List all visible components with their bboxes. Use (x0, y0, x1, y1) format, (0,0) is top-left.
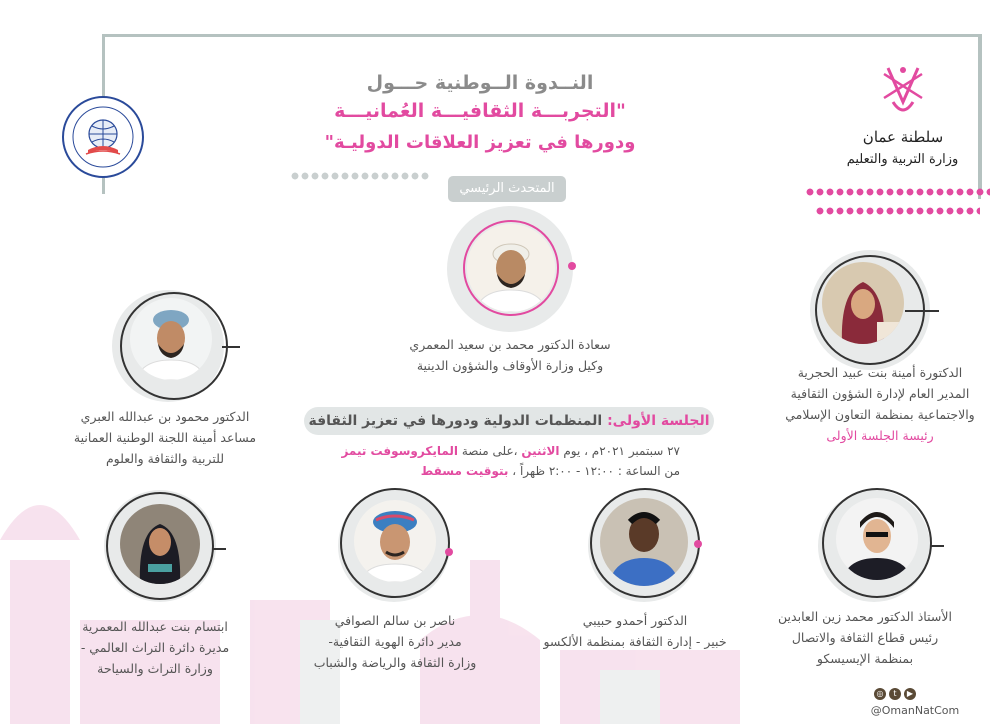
panelist-2-photo (600, 498, 688, 586)
chair-speaker-role: رئيسة الجلسة الأولى (826, 428, 934, 443)
chair-speaker-photo (822, 262, 904, 344)
chair-ring-accent (905, 310, 939, 312)
schedule-platform-prefix: ،على منصة (458, 444, 522, 458)
session-title-bar (304, 407, 714, 435)
dots-decoration-gray (290, 170, 430, 182)
left-speaker-title: مساعد أمينة اللجنة الوطنية العمانية (73, 430, 257, 445)
keynote-speaker-name: سعادة الدكتور محمد بن سعيد المعمري (409, 337, 611, 352)
dots-decoration-pink (815, 205, 980, 217)
panelist-1-photo (836, 498, 918, 580)
keynote-label: المتحدث الرئيسي (448, 176, 566, 202)
panelist-3-title: مدير دائرة الهوية الثقافية- (328, 634, 462, 649)
panelist-2-title: خبير - إدارة الثقافة بمنظمة الألكسو (543, 634, 727, 649)
session-schedule (310, 441, 680, 481)
left-speaker-photo (130, 298, 212, 380)
instagram-icon[interactable]: ◎ (874, 688, 886, 700)
header-line-1: النــدوة الــوطنية حـــول (366, 72, 594, 94)
chair-speaker-org: والاجتماعية بمنظمة التعاون الإسلامي (785, 407, 975, 422)
panelist-4-name: ابتسام بنت عبدالله المعمرية (82, 619, 228, 634)
left-speaker-org: للتربية والثقافة والعلوم (105, 451, 225, 466)
panelist-2-pink-dot (694, 540, 702, 548)
commission-logo (62, 96, 144, 178)
schedule-date: ٢٧ سبتمبر ٢٠٢١م ، يوم (559, 444, 680, 458)
panelist-1-ring-accent (930, 545, 944, 547)
schedule-day: الاثنين (521, 444, 560, 458)
schedule-time: من الساعة : ١٢:٠٠ - ٢:٠٠ ظهراً ، (508, 464, 680, 478)
panelist-2-name: الدكتور أحمدو حبيبي (582, 613, 688, 628)
ministry-name-line-2: وزارة التربية والتعليم (846, 152, 959, 167)
keynote-pink-dot (568, 262, 576, 270)
twitter-icon[interactable]: t (889, 688, 901, 700)
keynote-speaker-photo (467, 224, 555, 312)
panelist-4-title: مديرة دائرة التراث العالمي - (80, 640, 230, 655)
panelist-1-title: رئيس قطاع الثقافة والاتصال (791, 630, 939, 645)
panelist-3-photo (354, 500, 436, 582)
left-speaker-ring-accent (222, 346, 240, 348)
session-label: الجلسة الأولى: (607, 413, 710, 429)
panelist-1-name: الأستاذ الدكتور محمد زين العابدين (778, 609, 952, 624)
chair-speaker-title: المدير العام لإدارة الشؤون الثقافية (790, 386, 970, 401)
panelist-3-org: وزارة الثقافة والرياضة والشباب (313, 655, 477, 670)
social-handle[interactable]: @OmanNatCom (870, 704, 960, 717)
session-title: المنظمات الدولية ودورها في تعزيز الثقافة (308, 413, 608, 429)
panelist-4-ring-accent (212, 548, 226, 550)
schedule-timezone: بتوقيت مسقط (420, 464, 509, 478)
panelist-4-photo (120, 504, 200, 584)
header-frame-right (978, 34, 981, 199)
left-speaker-name: الدكتور محمود بن عبدالله العبري (80, 409, 250, 424)
schedule-platform: المايكروسوفت تيمز (341, 444, 458, 458)
dots-decoration-pink (805, 186, 990, 198)
ministry-name-line-1: سلطنة عمان (862, 128, 944, 146)
keynote-speaker-title: وكيل وزارة الأوقاف والشؤون الدينية (416, 358, 604, 373)
panelist-3-name: ناصر بن سالم الصوافي (334, 613, 456, 628)
ministry-logo (878, 62, 928, 120)
header-line-3: ودورها في تعزيز العلاقات الدوليـة" (324, 132, 636, 153)
schedule-line-2 (310, 461, 680, 481)
header-line-2: "التجربـــة الثقافيـــة العُمانيـــة (334, 100, 626, 122)
schedule-line-1 (310, 441, 680, 461)
chair-speaker-name: الدكتورة أمينة بنت عبيد الحجرية (797, 365, 963, 380)
youtube-icon[interactable]: ▶ (904, 688, 916, 700)
panelist-1-org: بمنظمة الإيسيسكو (816, 651, 914, 666)
panelist-3-pink-dot (445, 548, 453, 556)
panelist-4-org: وزارة التراث والسياحة (97, 661, 213, 676)
